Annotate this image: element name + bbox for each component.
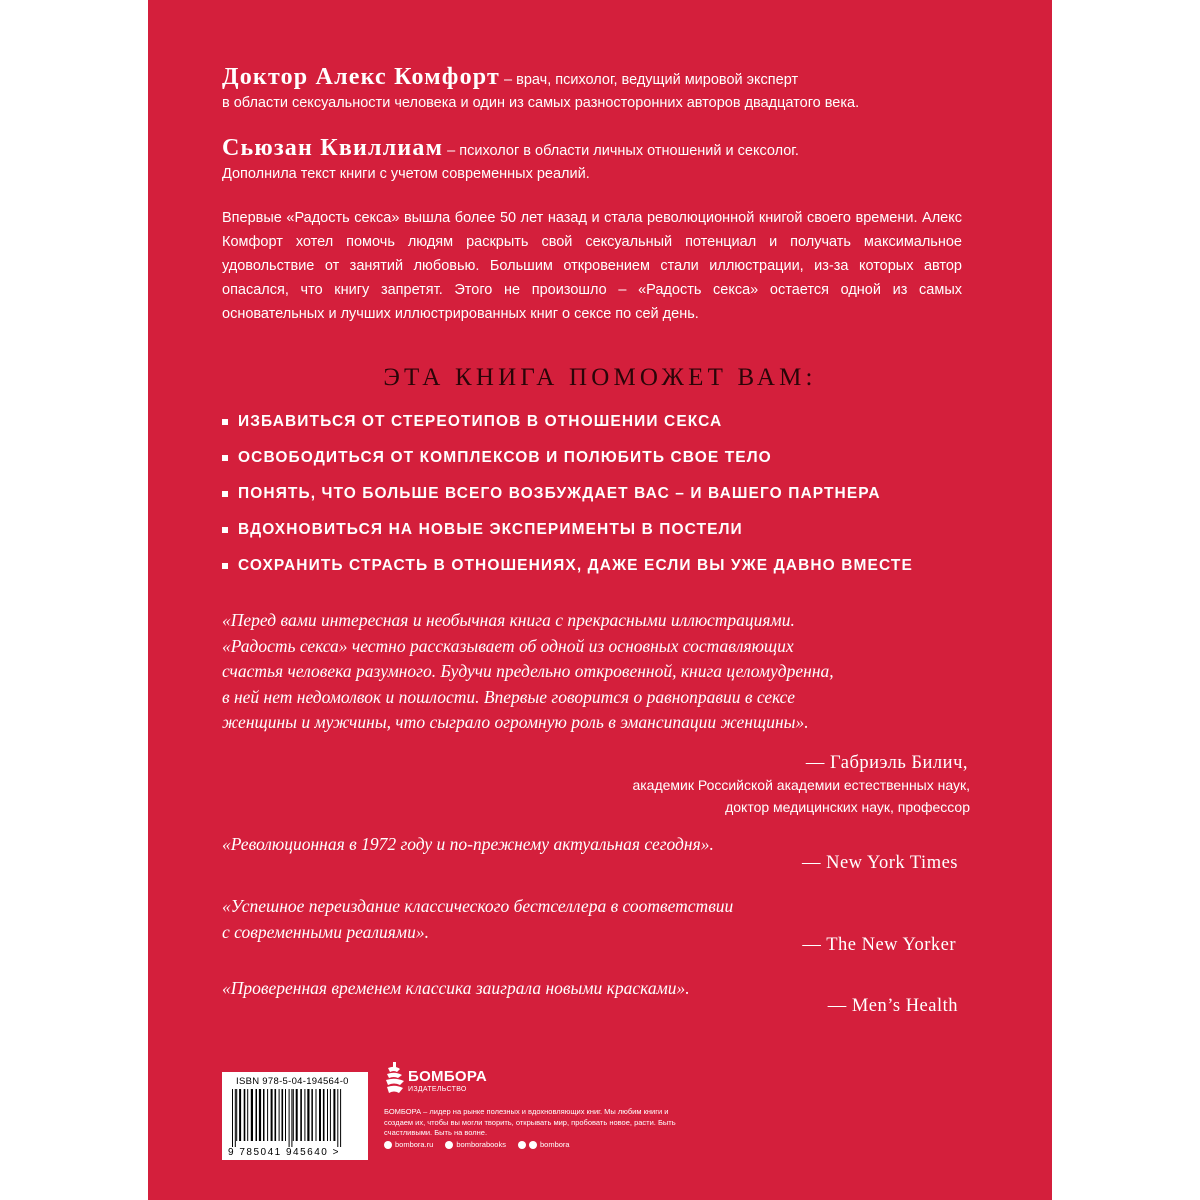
publisher-logo xyxy=(384,1060,514,1100)
social-messengers: bombora xyxy=(518,1140,570,1149)
benefit-item: ОСВОБОДИТЬСЯ ОТ КОМПЛЕКСОВ И ПОЛЮБИТЬ СВОЕ ТЕЛО xyxy=(222,440,1022,476)
barcode-bar xyxy=(279,1089,280,1141)
social-website: bombora.ru xyxy=(384,1140,433,1149)
barcode-bar xyxy=(236,1089,237,1141)
barcode-bar xyxy=(304,1089,305,1141)
author-description-cont: в области сексуальности человека и один из самых разносторонних авторов двадцатого века. xyxy=(222,95,860,111)
benefits-heading: ЭТА КНИГА ПОМОЖЕТ ВАМ: xyxy=(383,364,817,391)
telegram-icon xyxy=(529,1141,537,1149)
barcode-bar xyxy=(251,1089,253,1141)
author-name: Доктор Алекс Комфорт xyxy=(222,64,501,90)
barcode-bar xyxy=(267,1089,268,1141)
barcode-bar xyxy=(327,1089,328,1141)
barcode-digits: 9 785041 945640 > xyxy=(228,1147,340,1158)
author-comfort-bio xyxy=(222,66,972,115)
publisher-blurb: БОМБОРА – лидер на рынке полезных и вдохновляющих книг. Мы любим книги и создаем их, чтобы вы могли творить, открывать мир, пробовать новое, расти. Быть счастливыми. Быть на волне. xyxy=(384,1107,676,1137)
publisher-socials xyxy=(384,1140,570,1149)
author-description: – психолог в области личных отношений и сексолог. xyxy=(443,143,799,159)
barcode-bar xyxy=(319,1089,321,1141)
globe-icon xyxy=(384,1141,392,1149)
review-quote-nyt: «Революционная в 1972 году и по-прежнему актуальная сегодня». xyxy=(222,834,714,854)
barcode-bar xyxy=(293,1089,294,1141)
author-description: – врач, психолог, ведущий мировой эксперт xyxy=(500,72,799,88)
author-description-cont: Дополнила текст книги с учетом современных реалий. xyxy=(222,166,590,182)
isbn-barcode xyxy=(222,1072,368,1160)
benefit-item: ВДОХНОВИТЬСЯ НА НОВЫЕ ЭКСПЕРИМЕНТЫ В ПОСТЕЛИ xyxy=(222,512,1022,548)
barcode-bar xyxy=(316,1089,317,1141)
barcode-bar xyxy=(232,1089,233,1147)
barcode-bar xyxy=(300,1089,302,1141)
messenger-icon xyxy=(518,1141,526,1149)
review-quote-mens-health: «Проверенная временем классика заиграла новыми красками». xyxy=(222,978,690,998)
review-quote-new-yorker: «Успешное переиздание классического бестселлера в соответствии с современными реалиями». xyxy=(222,896,734,942)
back-cover xyxy=(148,0,1052,1200)
barcode-bar xyxy=(330,1089,331,1141)
barcode-bar xyxy=(289,1089,290,1147)
barcode-bar xyxy=(275,1089,277,1141)
barcode-bar xyxy=(259,1089,261,1141)
benefits-list xyxy=(222,404,1022,584)
publisher-brand: БОМБОРА xyxy=(408,1068,488,1085)
barcode xyxy=(230,1089,360,1147)
barcode-bar xyxy=(285,1089,286,1141)
review-source: — Men’s Health xyxy=(827,996,958,1016)
bullet-square-icon xyxy=(222,527,228,533)
review-source: — New York Times xyxy=(801,853,958,873)
bullet-square-icon xyxy=(222,563,228,569)
isbn-number: ISBN 978-5-04-194564-0 xyxy=(236,1076,349,1087)
barcode-bar xyxy=(239,1089,241,1141)
publisher-subtitle: ИЗДАТЕЛЬСТВО xyxy=(408,1086,467,1093)
barcode-bar xyxy=(235,1089,236,1147)
review-source: — Габриэль Билич, xyxy=(805,753,968,773)
social-vk: bomborabooks xyxy=(445,1140,506,1149)
benefit-item: ПОНЯТЬ, ЧТО БОЛЬШЕ ВСЕГО ВОЗБУЖДАЕТ ВАС – И ВАШЕГО ПАРТНЕРА xyxy=(222,476,1022,512)
barcode-bar xyxy=(263,1089,265,1141)
barcode-bar xyxy=(296,1089,298,1141)
barcode-bar xyxy=(333,1089,335,1141)
benefit-item: СОХРАНИТЬ СТРАСТЬ В ОТНОШЕНИЯХ, ДАЖЕ ЕСЛИ ВЫ УЖЕ ДАВНО ВМЕСТЕ xyxy=(222,548,1022,584)
intro-paragraph: Впервые «Радость секса» вышла более 50 лет назад и стала революционной книгой своего времени. Алекс Комфорт хотел помочь людям раскрыть свой сексуальный потенциал и получать максимальное удовольствие от занятий любовью. Большим откровением стали иллюстрации, из-за которых автор опасался, что книгу запретят. Этого не произошло – «Радость секса» остается одной из самых основательных и лучших иллюстрированных книг о сексе по сей день. xyxy=(222,210,962,322)
barcode-bar xyxy=(282,1089,284,1141)
barcode-bar xyxy=(307,1089,309,1141)
barcode-bar xyxy=(337,1089,338,1147)
review-credit: академик Российской академии естественных наук, доктор медицинских наук, профессор xyxy=(632,777,970,815)
bullet-square-icon xyxy=(222,491,228,497)
barcode-bar xyxy=(271,1089,273,1141)
barcode-bar xyxy=(340,1089,341,1147)
benefit-item: ИЗБАВИТЬСЯ ОТ СТЕРЕОТИПОВ В ОТНОШЕНИИ СЕКСА xyxy=(222,404,1022,440)
barcode-bar xyxy=(291,1089,292,1147)
review-source: — The New Yorker xyxy=(802,935,956,955)
barcode-bar xyxy=(247,1089,248,1141)
bullet-square-icon xyxy=(222,419,228,425)
barcode-bar xyxy=(311,1089,313,1141)
bombora-logo-icon xyxy=(384,1060,406,1096)
review-quote-bilich: «Перед вами интересная и необычная книга с прекрасными иллюстрациями. «Радость секса» честно рассказывает об одной из основных составляющих счастья человека разумного. Будучи предельно откровенной, книга целомудренна, в ней нет недомолвок и пошлости. Впервые говорится о равноправии в сексе женщины и мужчины, что сыграло огромную роль в эмансипации женщины». xyxy=(222,610,834,732)
author-name: Сьюзан Квиллиам xyxy=(222,135,444,161)
bullet-square-icon xyxy=(222,455,228,461)
barcode-bar xyxy=(256,1089,258,1141)
author-quilliam-bio xyxy=(222,137,972,186)
vk-icon xyxy=(445,1141,453,1149)
barcode-bar xyxy=(323,1089,325,1141)
barcode-bar xyxy=(244,1089,246,1141)
